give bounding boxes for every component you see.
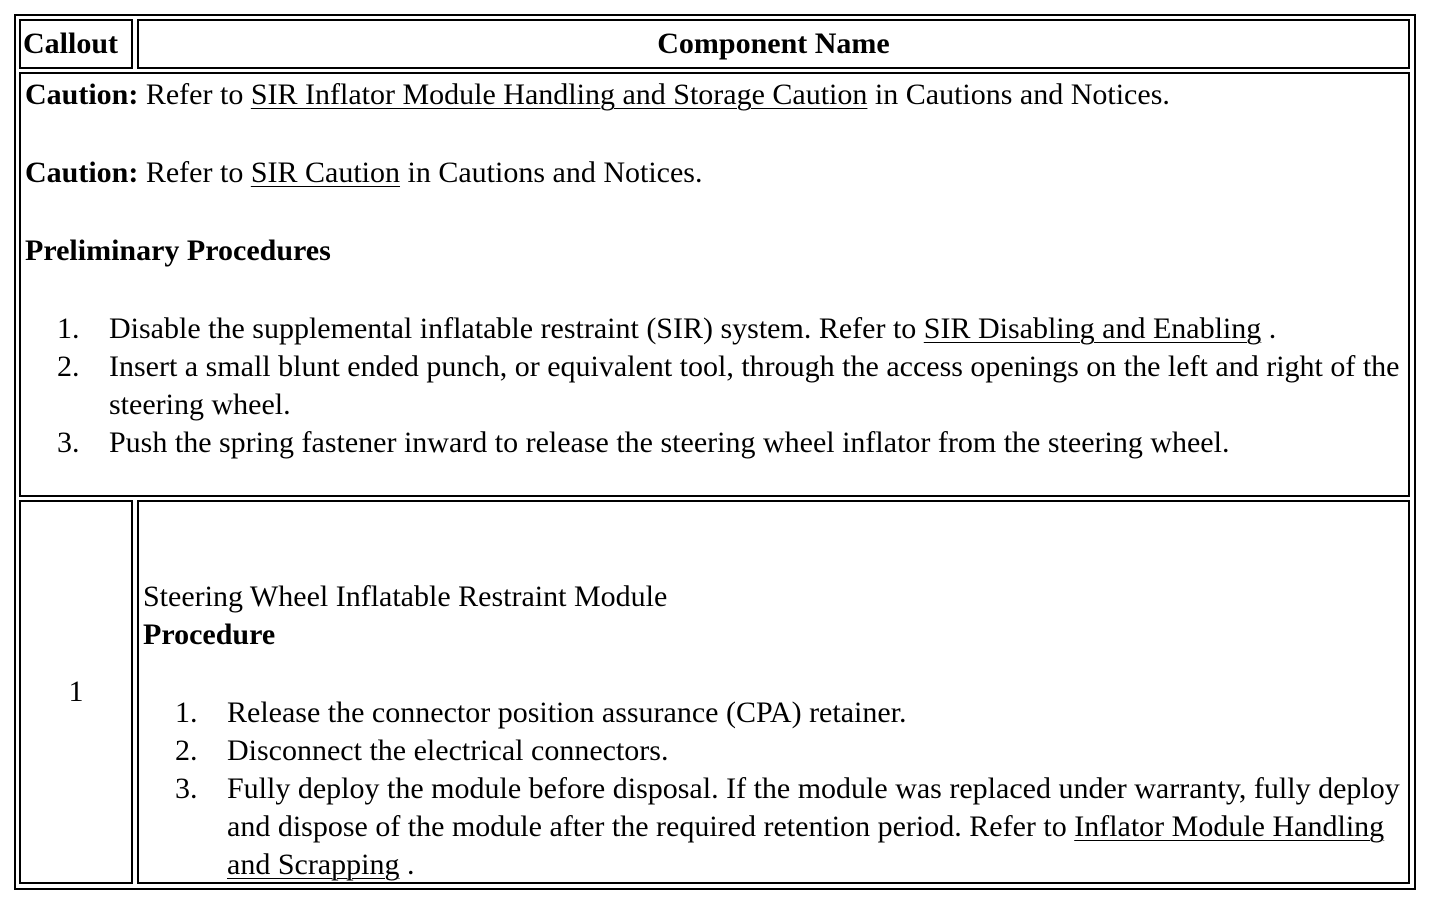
sir-inflator-handling-storage-caution-link[interactable]: SIR Inflator Module Handling and Storage Caution — [250, 78, 868, 111]
preliminary-procedures-title-text: Preliminary Procedures — [25, 234, 331, 267]
preliminary-procedures-title — [25, 232, 1408, 270]
preliminary-steps-list — [25, 310, 1408, 462]
step-number: 2. — [175, 734, 198, 767]
header-component-name-label: Component Name — [657, 27, 890, 60]
step-text: Release the connector position assurance (CPA) retainer. — [227, 696, 907, 729]
header-callout — [19, 19, 133, 69]
caution-2-label: Caution: — [25, 156, 139, 189]
step-text-post: . — [399, 848, 415, 881]
step-number: 1. — [57, 312, 80, 345]
step-number: 3. — [175, 772, 198, 805]
inflator-module-handling-scrapping-link[interactable]: Inflator Module Handling and Scrapping — [227, 810, 1385, 881]
step-number: 3. — [57, 426, 80, 459]
step-number: 2. — [57, 350, 80, 383]
procedure-title — [143, 616, 1408, 654]
procedure-table — [14, 14, 1416, 890]
step-text-post: . — [1261, 312, 1277, 345]
row-1-body — [137, 500, 1410, 884]
caution-1-post: in Cautions and Notices. — [867, 78, 1170, 111]
caution-2 — [25, 154, 1408, 192]
list-item — [143, 770, 1408, 884]
step-number: 1. — [175, 696, 198, 729]
caution-1 — [25, 76, 1408, 114]
sir-caution-link[interactable]: SIR Caution — [250, 156, 401, 189]
step-text: Disable the supplemental inflatable restraint (SIR) system. Refer to — [109, 312, 924, 345]
caution-2-pre: Refer to — [138, 156, 251, 189]
caution-1-label: Caution: — [25, 78, 139, 111]
step-text: Push the spring fastener inward to release the steering wheel inflator from the steering wheel. — [109, 426, 1230, 459]
step-text: Fully deploy the module before disposal. If the module was replaced under warranty, fully deploy and dispose of the module after the required retention period. Refer to — [227, 772, 1400, 843]
sir-disabling-enabling-link[interactable]: SIR Disabling and Enabling — [923, 312, 1262, 345]
component-name: Steering Wheel Inflatable Restraint Module — [143, 580, 668, 613]
caution-1-pre: Refer to — [138, 78, 251, 111]
step-text: Insert a small blunt ended punch, or equivalent tool, through the access openings on the left and right of the steering wheel. — [109, 350, 1400, 421]
row-1-callout — [19, 500, 133, 884]
callout-number: 1 — [68, 675, 84, 708]
list-item — [143, 694, 1408, 732]
header-callout-label: Callout — [23, 27, 119, 60]
list-item — [25, 310, 1408, 348]
procedure-steps-list — [143, 694, 1408, 884]
list-item — [143, 732, 1408, 770]
caution-section — [19, 72, 1410, 497]
list-item — [25, 348, 1408, 424]
step-text: Disconnect the electrical connectors. — [227, 734, 669, 767]
header-component-name — [137, 19, 1410, 69]
list-item — [25, 424, 1408, 462]
procedure-title-text: Procedure — [143, 618, 276, 651]
caution-2-post: in Cautions and Notices. — [400, 156, 703, 189]
